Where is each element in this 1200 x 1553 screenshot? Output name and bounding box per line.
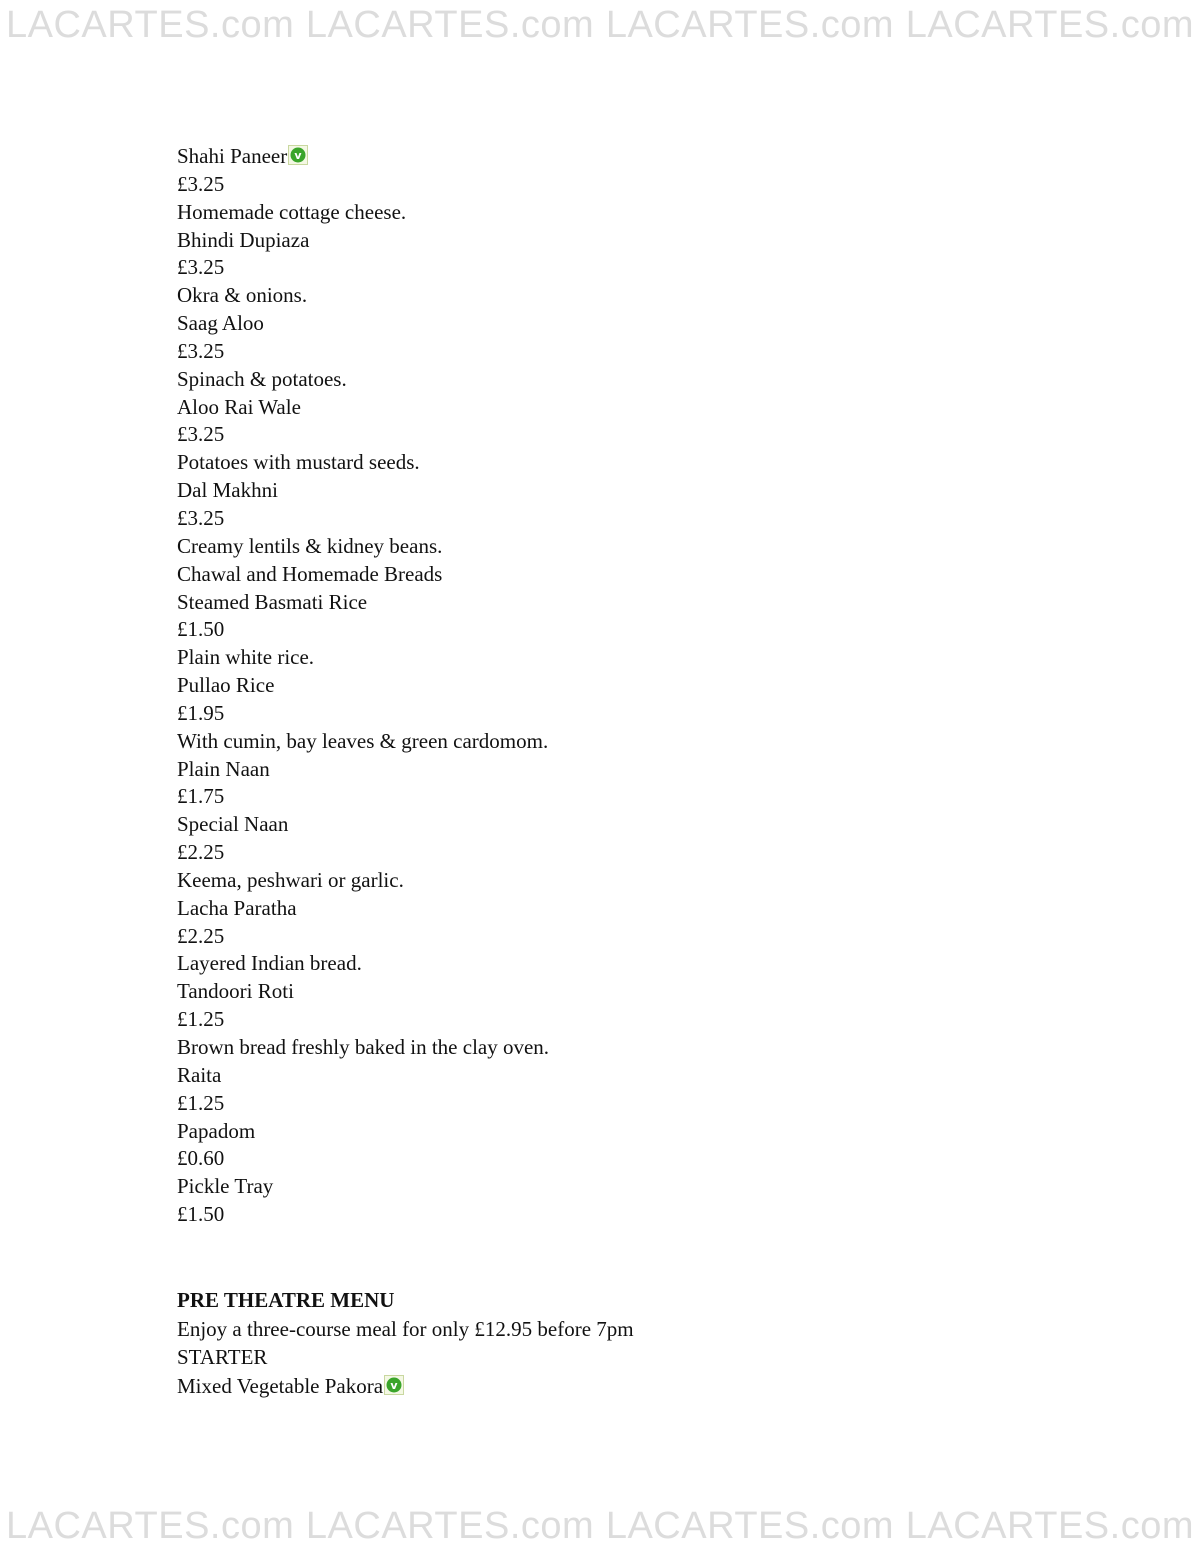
menu-item-price: £3.25 xyxy=(177,171,225,196)
menu-item-name: Dal Makhni xyxy=(177,478,278,503)
menu-item-name: Aloo Rai Wale xyxy=(177,394,301,419)
menu-item-price: £1.95 xyxy=(177,700,225,725)
course-heading: STARTER xyxy=(177,1345,268,1369)
menu-item-name: Mixed Vegetable Pakora v xyxy=(177,1372,1077,1401)
offer-text: Enjoy a three-course meal for only £12.95 before 7pm xyxy=(177,1316,634,1341)
menu-item-price: £1.25 xyxy=(177,1007,225,1032)
pre-theatre-section xyxy=(177,1286,1077,1400)
watermark-text: LACARTES.com xyxy=(605,4,895,46)
svg-text:v: v xyxy=(294,149,302,162)
watermark-bottom xyxy=(0,1505,1200,1548)
watermark-text: LACARTES.com xyxy=(305,1505,595,1547)
vegetarian-icon xyxy=(288,145,308,165)
svg-text:v: v xyxy=(390,1378,398,1392)
watermark-text: LACARTES.com xyxy=(305,4,595,46)
menu-list xyxy=(177,143,1077,1229)
menu-item-description: Creamy lentils & kidney beans. xyxy=(177,533,443,558)
menu-item-name: Pickle Tray xyxy=(177,1174,274,1199)
menu-item-name: Pullao Rice xyxy=(177,673,275,698)
menu-item-name: Steamed Basmati Rice xyxy=(177,589,368,614)
menu-item-description: Homemade cottage cheese. xyxy=(177,199,407,224)
menu-item-name: Special Naan xyxy=(177,812,289,837)
menu-item-price: £3.25 xyxy=(177,338,225,363)
menu-item-description: With cumin, bay leaves & green cardomom. xyxy=(177,728,549,753)
menu-item-price: £2.25 xyxy=(177,923,225,948)
menu-item-price: £1.50 xyxy=(177,1202,225,1227)
watermark-top xyxy=(0,4,1200,47)
menu-item-price: £3.25 xyxy=(177,505,225,530)
menu-item-description: Layered Indian bread. xyxy=(177,951,362,976)
menu-item-description: Plain white rice. xyxy=(177,645,315,670)
menu-item-name: Plain Naan xyxy=(177,756,270,781)
menu-item-price: £3.25 xyxy=(177,255,225,280)
menu-item-price: £1.25 xyxy=(177,1090,225,1115)
watermark-text: LACARTES.com xyxy=(6,4,295,46)
menu-item-price: £1.50 xyxy=(177,617,225,642)
watermark-text: LACARTES.com xyxy=(605,1505,895,1547)
menu-item-description: Okra & onions. xyxy=(177,283,308,308)
menu-item-name: Papadom xyxy=(177,1118,256,1143)
menu-item-name: Tandoori Roti xyxy=(177,979,294,1004)
menu-item-price: £1.75 xyxy=(177,784,225,809)
watermark-text: LACARTES.com xyxy=(6,1505,295,1547)
menu-item-description: Spinach & potatoes. xyxy=(177,366,347,391)
menu-item-price: £0.60 xyxy=(177,1146,225,1171)
menu-item-name: Lacha Paratha xyxy=(177,895,297,920)
vegetarian-icon xyxy=(384,1375,404,1395)
watermark-text: LACARTES.com xyxy=(905,1505,1194,1547)
menu-item-description: Potatoes with mustard seeds. xyxy=(177,450,420,475)
menu-category-heading: Chawal and Homemade Breads xyxy=(177,561,443,586)
menu-item-description: Brown bread freshly baked in the clay oven. xyxy=(177,1035,550,1059)
menu-item-price: £3.25 xyxy=(177,422,225,447)
menu-item-name: Saag Aloo xyxy=(177,311,264,336)
menu-item-name: Shahi Paneer v xyxy=(177,143,1077,171)
menu-item-description: Keema, peshwari or garlic. xyxy=(177,867,404,892)
section-heading: PRE THEATRE MENU xyxy=(177,1288,395,1312)
menu-item-price: £2.25 xyxy=(177,840,225,865)
watermark-text: LACARTES.com xyxy=(905,4,1194,46)
menu-item-name: Raita xyxy=(177,1062,222,1087)
menu-item-name: Bhindi Dupiaza xyxy=(177,227,310,252)
